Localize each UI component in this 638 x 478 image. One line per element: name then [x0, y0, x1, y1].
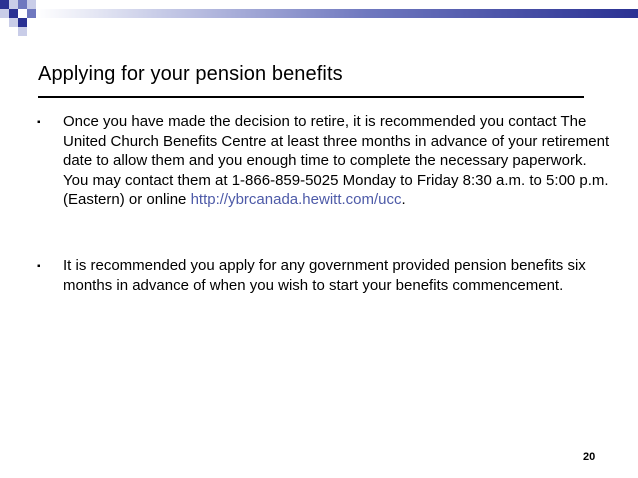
benefits-centre-link[interactable]: http://ybrcanada.hewitt.com/ucc [190, 191, 402, 208]
decor-square [18, 27, 27, 36]
decor-square [18, 18, 27, 27]
bullet-marker: ▪ [37, 117, 41, 128]
decor-square [27, 0, 36, 9]
title-underline [38, 96, 584, 98]
header-gradient-bar [36, 9, 638, 18]
decor-square [0, 9, 9, 18]
bullet-trailing-period: . [401, 191, 406, 208]
decor-square [9, 9, 18, 18]
decor-square [9, 0, 18, 9]
bullet-text: Once you have made the decision to retire, it is recommended you contact The United Church Benefits Centre at least three months in advance of your retirement date to allow them and you enough time to complete the necessary paperwork. You may contact them at 1-866-859-5025 Monday to Friday 8:30 a.m. to 5:00 p.m. (Eastern) or online [63, 113, 610, 208]
decorative-banner [0, 0, 638, 40]
bullet-paragraph-government-benefits [63, 256, 611, 295]
bullet-marker: ▪ [37, 261, 41, 272]
decor-square [0, 0, 9, 9]
bullet-text: It is recommended you apply for any government provided pension benefits six months in advance of when you wish to start your benefits commencement. [63, 257, 586, 294]
decor-square [27, 9, 36, 18]
slide-title: Applying for your pension benefits [38, 63, 343, 85]
bullet-paragraph-retirement-contact [63, 112, 611, 210]
decor-square [9, 18, 18, 27]
page-number: 20 [583, 451, 596, 463]
decor-square [18, 0, 27, 9]
